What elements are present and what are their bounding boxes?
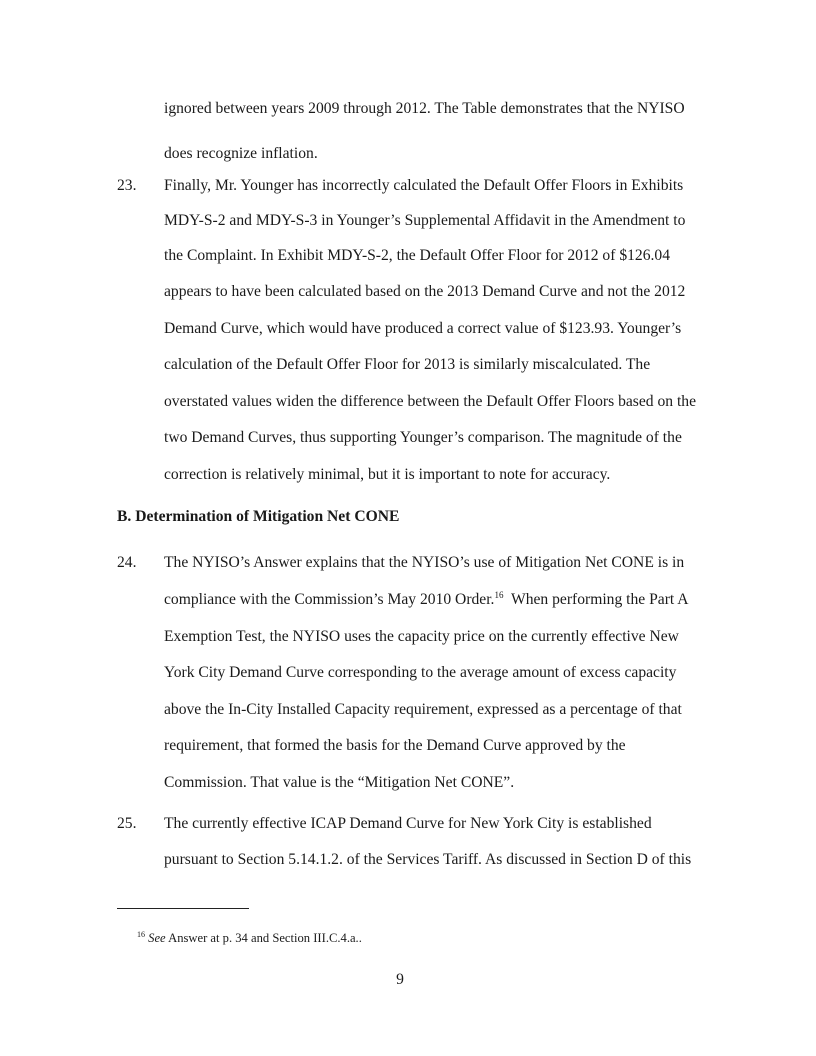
para23-line-4: appears to have been calculated based on the 2013 Demand Curve and not the 2012 bbox=[164, 283, 686, 300]
footnote-divider bbox=[117, 908, 249, 909]
para24-line-2-text: compliance with the Commission’s May 2010 Order. bbox=[164, 591, 495, 608]
para24-line-4: York City Demand Curve corresponding to the average amount of excess capacity bbox=[164, 664, 677, 681]
para23-line-9: correction is relatively minimal, but it is important to note for accuracy. bbox=[164, 466, 611, 483]
footnote-see: See bbox=[148, 931, 166, 945]
para23-line-6: calculation of the Default Offer Floor for 2013 is similarly miscalculated. The bbox=[164, 356, 651, 373]
para25-line-1: The currently effective ICAP Demand Curve for New York City is established bbox=[164, 815, 652, 832]
footnote-marker: 16 bbox=[137, 929, 145, 939]
para24-line-7: Commission. That value is the “Mitigation Net CONE”. bbox=[164, 774, 515, 791]
para25-number: 25. bbox=[117, 815, 137, 832]
para23-line-8: two Demand Curves, thus supporting Younger’s comparison. The magnitude of the bbox=[164, 429, 682, 446]
para22-line-2: does recognize inflation. bbox=[164, 145, 318, 162]
para24-line-2 bbox=[164, 590, 689, 610]
section-heading: B. Determination of Mitigation Net CONE bbox=[117, 508, 400, 525]
para23-line-5: Demand Curve, which would have produced a correct value of $123.93. Younger’s bbox=[164, 320, 682, 337]
para24-line-6: requirement, that formed the basis for the Demand Curve approved by the bbox=[164, 737, 626, 754]
para24-line-5: above the In-City Installed Capacity requirement, expressed as a percentage of that bbox=[164, 701, 682, 718]
footnote-reference[interactable]: 16 bbox=[494, 589, 504, 600]
para23-number: 23. bbox=[117, 177, 137, 194]
footnote-16 bbox=[137, 930, 362, 946]
para24-number: 24. bbox=[117, 554, 137, 571]
para23-line-7: overstated values widen the difference between the Default Offer Floors based on the bbox=[164, 393, 697, 410]
para22-line-1: ignored between years 2009 through 2012. The Table demonstrates that the NYISO bbox=[164, 100, 685, 117]
para25-line-2: pursuant to Section 5.14.1.2. of the Services Tariff. As discussed in Section D of this bbox=[164, 851, 692, 868]
para23-line-1: Finally, Mr. Younger has incorrectly calculated the Default Offer Floors in Exhibits bbox=[164, 177, 684, 194]
para23-line-2: MDY-S-2 and MDY-S-3 in Younger’s Supplemental Affidavit in the Amendment to bbox=[164, 212, 686, 229]
para24-line-1: The NYISO’s Answer explains that the NYISO’s use of Mitigation Net CONE is in bbox=[164, 554, 685, 571]
para24-line-2-rest: When performing the Part A bbox=[503, 591, 689, 608]
page-number: 9 bbox=[396, 971, 404, 988]
footnote-text: Answer at p. 34 and Section III.C.4.a.. bbox=[165, 931, 362, 945]
para24-line-3: Exemption Test, the NYISO uses the capacity price on the currently effective New bbox=[164, 628, 679, 645]
para23-line-3: the Complaint. In Exhibit MDY-S-2, the Default Offer Floor for 2012 of $126.04 bbox=[164, 247, 671, 264]
